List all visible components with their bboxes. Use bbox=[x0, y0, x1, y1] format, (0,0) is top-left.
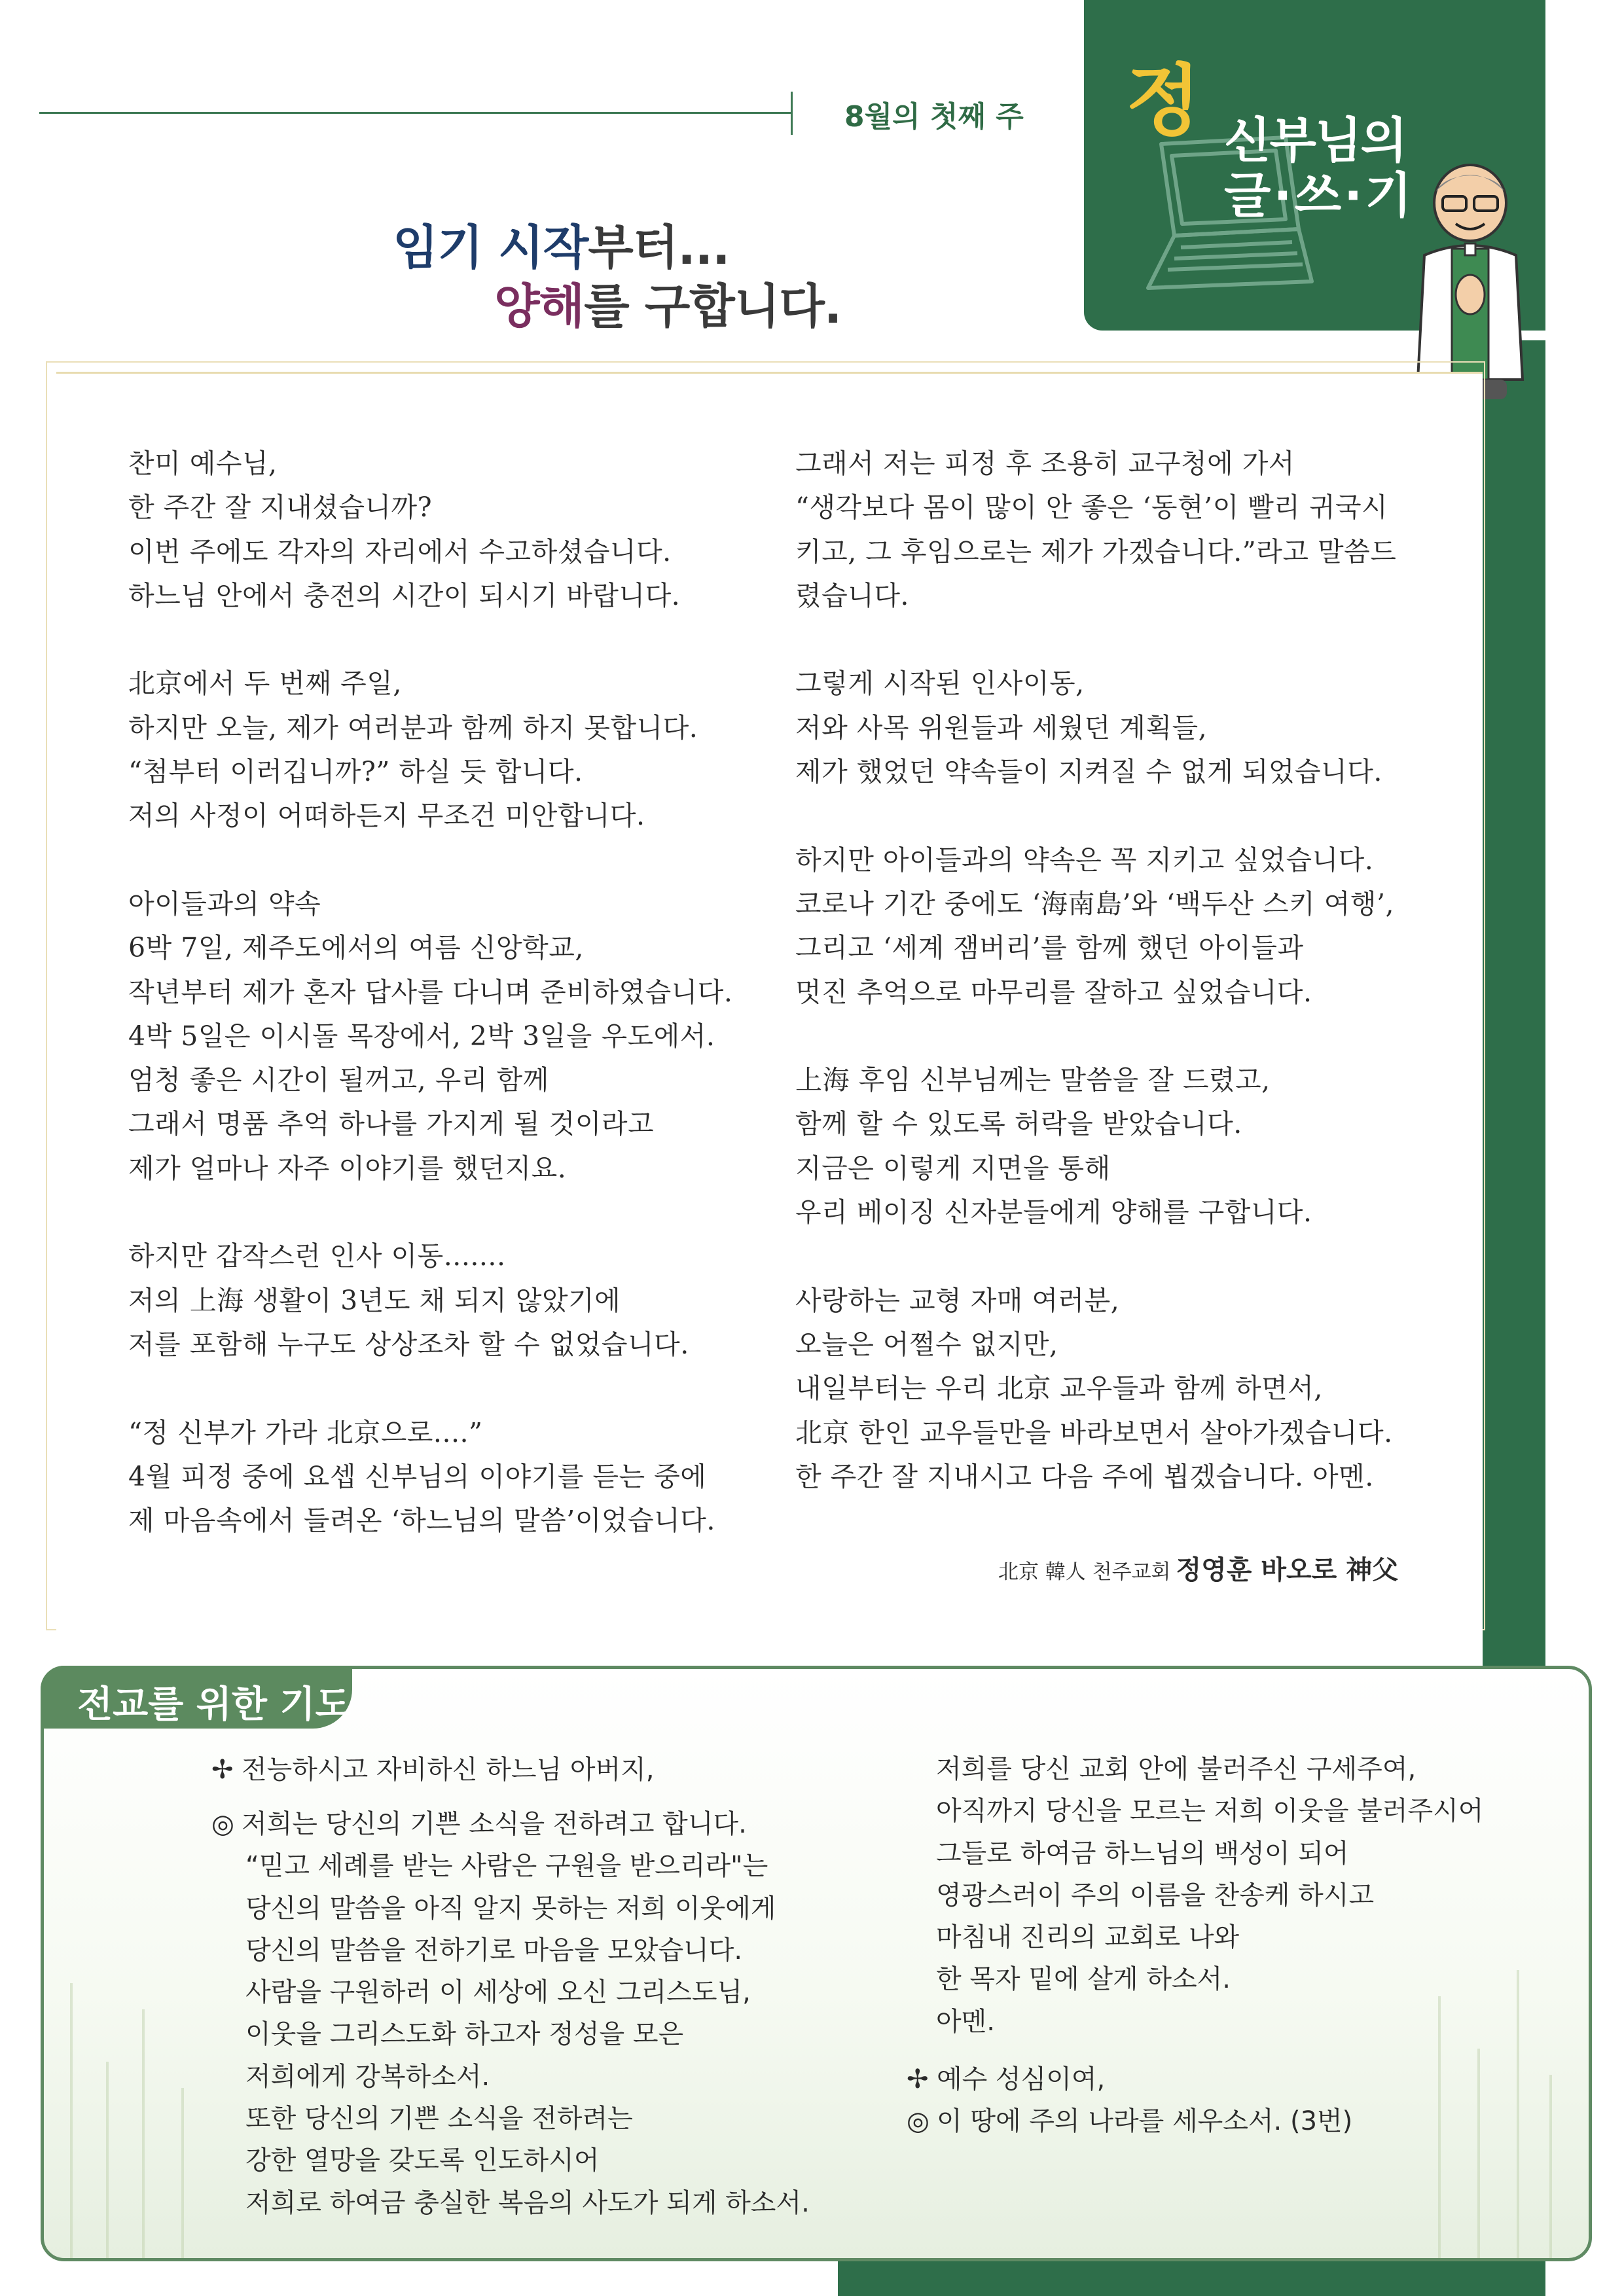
header-rule bbox=[39, 112, 792, 114]
column-logo-line2: 글·쓰·기 bbox=[1224, 168, 1415, 224]
response-icon: ◎ bbox=[907, 2106, 929, 2137]
cross-icon: ✢ bbox=[211, 1755, 234, 1785]
prayer-right-tail-1: 예수 성심이여, bbox=[937, 2064, 1106, 2094]
prayer-left-body bbox=[211, 1803, 810, 2224]
title-part-a: 임기 bbox=[393, 220, 499, 275]
response-icon: ◎ bbox=[211, 1809, 234, 1839]
title-part-b: 시작 bbox=[498, 220, 588, 275]
prayer-left-head bbox=[211, 1749, 654, 1791]
week-label: 8월의 첫째 주 bbox=[844, 100, 1024, 134]
prayer-right-tail-2: 이 땅에 주의 나라를 세우소서. (3번) bbox=[937, 2106, 1353, 2137]
title-part-c: 부터... bbox=[588, 220, 730, 275]
header-tick bbox=[791, 92, 793, 135]
cross-icon: ✢ bbox=[907, 2064, 929, 2094]
column-logo-big-char: 정 bbox=[1126, 56, 1200, 146]
prayer-left-body-rest: “믿고 세례를 받는 사람은 구원을 받으리라"는 당신의 말씀을 아직 알지 못하는 저희 이웃에게 당신의 말씀을 전하기로 마음을 모았습니다. 사람을 구원하러 이 세상에 오신 그리스도님, 이웃을 그리스도화 하고자 정성을 모은 저희에게 강복하소서. 또한 당신의 기쁜 소식을 전하려는 강한 열망을 갖도록 인도하시어 저희로 하여금 충실한 복음의 사도가 되게 하소서. bbox=[245, 1851, 810, 2218]
prayer-right-body: 저희를 당신 교회 안에 불러주신 구세주여, 아직까지 당신을 모르는 저희 이웃을 불러주시어 그들로 하여금 하느님의 백성이 되어 영광스러이 주의 이름을 찬송케 하시고 마침내 진리의 교회로 나와 한 목자 밑에 살게 하소서. 아멘. bbox=[936, 1754, 1484, 2037]
prayer-title: 전교를 위한 기도 bbox=[77, 1683, 351, 1726]
letter-left-column: 찬미 예수님, 한 주간 잘 지내셨습니까? 이번 주에도 각자의 자리에서 수고하셨습니다. 하느님 안에서 충전의 시간이 되시기 바랍니다. 北京에서 두 번째 주일, 하지만 오늘, 제가 여러분과 함께 하지 못합니다. “첨부터 이러깁니까?” 하실 듯 합니다. 저의 사정이 어떠하든지 무조건 미안합니다. 아이들과의 약속 6박 7일, 제주도에서의 여름 신앙학교, 작년부터 제가 혼자 답사를 다니며 준비하였습니다. 4박 5일은 이시돌 목장에서, 2박 3일을 우도에서. 엄청 좋은 시간이 될꺼고, 우리 함께 그래서 명품 추억 하나를 가지게 될 것이라고 제가 얼마나 자주 이야기를 했던지요. 하지만 갑작스런 인사 이동....... 저의 上海 생활이 3년도 채 되지 않았기에 저를 포함해 누구도 상상조차 할 수 없었습니다. “정 신부가 가라 北京으로....” 4월 피정 중에 요셉 신부님의 이야기를 듣는 중에 제 마음속에서 들려온 ‘하느님의 말씀’이었습니다. bbox=[128, 448, 733, 1537]
signature-org: 北京 韓人 천주교회 bbox=[998, 1560, 1171, 1584]
prayer-right-tail bbox=[907, 2058, 1352, 2143]
column-logo-line1: 신부님의 bbox=[1224, 113, 1406, 169]
prayer-left-body-first: 저희는 당신의 기쁜 소식을 전하려고 합니다. bbox=[242, 1809, 747, 1839]
prayer-left-head-text: 전능하시고 자비하신 하느님 아버지, bbox=[242, 1755, 655, 1785]
letter-signature bbox=[998, 1549, 1398, 1587]
letter-right-column: 그래서 저는 피정 후 조용히 교구청에 가서 “생각보다 몸이 많이 안 좋은 ‘동현’이 빨리 귀국시 키고, 그 후임으로는 제가 가겠습니다.”라고 말씀드 렸습니다. 그렇게 시작된 인사이동, 저와 사목 위원들과 세웠던 계획들, 제가 했었던 약속들이 지켜질 수 없게 되었습니다. 하지만 아이들과의 약속은 꼭 지키고 싶었습니다. 코로나 기간 중에도 ‘海南島’와 ‘백두산 스키 여행’, 그리고 ‘세계 잼버리’를 함께 했던 아이들과 멋진 추억으로 마무리를 잘하고 싶었습니다. 上海 후임 신부님께는 말씀을 잘 드렸고, 함께 할 수 있도록 허락을 받았습니다. 지금은 이렇게 지면을 통해 우리 베이징 신자분들에게 양해를 구합니다. 사랑하는 교형 자매 여러분, 오늘은 어쩔수 없지만, 내일부터는 우리 北京 교우들과 함께 하면서, 北京 한인 교우들만을 바라보면서 살아가겠습니다. 한 주간 잘 지내시고 다음 주에 뵙겠습니다. 아멘. bbox=[795, 448, 1397, 1492]
article-title-line2 bbox=[494, 268, 841, 336]
title-rest: 를 구합니다. bbox=[584, 279, 842, 334]
title-highlight: 양해 bbox=[494, 279, 585, 334]
side-green-strip bbox=[1483, 340, 1545, 1702]
article-title-line1 bbox=[393, 209, 729, 278]
signature-name: 정영훈 바오로 神父 bbox=[1176, 1555, 1399, 1585]
